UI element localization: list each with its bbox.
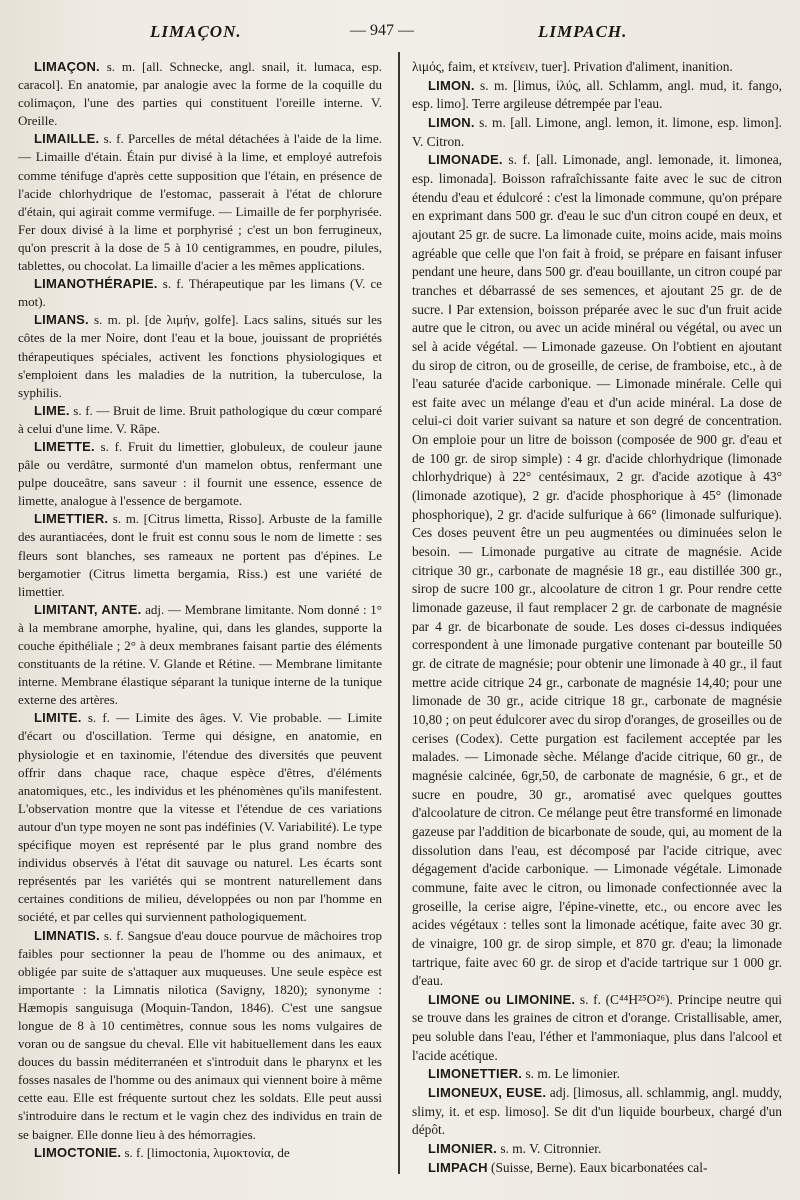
dictionary-entry: [18, 1144, 382, 1162]
running-head: [0, 22, 800, 52]
entry-definition: s. f. Sangsue d'eau douce pourvue de mâchoires trop faibles pour sectionner la peau de l'homme ou des animaux, et obligée par suite de s'attaquer aux muqueuses. Une seule espèce est importante : la Limnatis nilotica (Savigny, 1820); synonyme : Hæmopis sanguisuga (Moquin-Tandon, 1846). C'est une sangsue longue de 8 à 10 centimètres, connue sous les noms vulgaires de voran ou de sangsue du cheval. Elle vit habituellement dans les eaux douces du bassin méditerranéen et s'introduit dans le pharynx et les fosses nasales de l'homme ou des animaux qui viennent boire à même cette eau. Elle est fréquente surtout chez les soldats. Elle peut aussi s'introduire dans le rectum et le vagin chez des individus en train de se baigner. Elle donne lieu à des hémorragies.: [18, 927, 382, 1142]
dictionary-entry: [412, 114, 782, 151]
dictionary-entry: [18, 402, 382, 438]
dictionary-entry: [18, 510, 382, 600]
entry-definition: adj. — Membrane limitante. Nom donné : 1° à la membrane amorphe, hyaline, qui, dans les glandes, supporte la couche épithéliale ; 2° à deux membranes faisant partie des éléments constituants de la rétine. V. Glande et Rétine. — Membrane limitante interne. Membrane élastique séparant la tunique interne de la tunique externe des artères.: [18, 601, 382, 708]
page-number: — 947 —: [350, 22, 414, 39]
dictionary-entry: [18, 275, 382, 311]
dictionary-entry: [18, 438, 382, 510]
entry-definition: s. f. [limoctonia, λιμοκτονία, de: [121, 1144, 290, 1160]
entry-headword: LIMAÇON.: [34, 59, 100, 74]
entry-definition: λιμός, faim, et κτείνειν, tuer]. Privation d'aliment, inanition.: [412, 59, 733, 74]
running-head-left: LIMAÇON.: [150, 22, 242, 41]
entry-headword: LIMONIER.: [428, 1141, 497, 1157]
entry-definition: s. m. [limus, ἰλύς, all. Schlamm, angl. mud, it. fango, esp. limo]. Terre argileuse détrempée par l'eau.: [412, 77, 782, 112]
entry-definition: s. f. (C⁴⁴H²⁵O²⁶). Principe neutre qui se trouve dans les graines de citron et d'orange. Cristallisable, amer, peu soluble dans l'eau, l'éther et l'ammoniaque, plus dans l'alcool et l'acide acétique.: [412, 991, 782, 1063]
entry-headword: LIMETTIER.: [34, 511, 109, 527]
entry-headword: LIMANS.: [34, 312, 89, 328]
dictionary-entry: [412, 1159, 782, 1178]
entry-headword: LIMON.: [428, 114, 475, 130]
entry-headword: LIMONETTIER.: [428, 1066, 523, 1082]
entry-definition: s. f. Parcelles de métal détachées à l'aide de la lime. — Limaille d'étain. Étain pur divisé à la lime, et employé autrefois comme ténifuge d'après cette supposition que l'étain, en présence de l'acide chlorhydrique de l'estomac, passerait à l'état de chlorure d'étain, qui agirait comme vermifuge. — Limaille de fer porphyrisée. Fer doux divisé à la lime et porphyrisé ; c'est un bon ferrugineux, qu'on prescrit à la dose de 5 à 10 centigrammes, en poudre, pilules, tablettes, ou chocolat. La limaille d'acier a les mêmes applications.: [18, 131, 382, 274]
dictionary-entry: [18, 130, 382, 275]
dictionary-entry: [18, 58, 382, 130]
dictionary-entry: [18, 709, 382, 926]
entry-headword: LIMOCTONIE.: [34, 1144, 122, 1160]
running-head-right: LIMPACH.: [538, 22, 628, 41]
right-column: [412, 58, 782, 1177]
entry-definition: s. f. — Limite des âges. V. Vie probable. — Limite d'écart ou d'oscillation. Terme qui désigne, en anatomie, en physiologie et en taxinomie, l'étendue des diversités que peuvent offrir dans chaque race, chaque espèce d'êtres, d'éléments anatomiques, etc., les individus et les phénomènes qu'ils manifestent. L'observation montre que la vitesse et l'étendue de ces variations autour d'un type moyen ne sont pas indéfinies (V. Variabilité). Le type spécifique moyen est représenté par le plus grand nombre des individus observés à l'état dit sauvage ou naturel. Les écarts sont représentés par les variétés qui se montrent naturellement dans certaines conditions de milieu, développées ou non par l'homme en société, et par celles qui surviennent pathologiquement.: [18, 710, 382, 925]
entry-headword: LIMITANT, ANTE.: [34, 601, 142, 617]
entry-definition: s. f. Thérapeutique par les limans (V. ce mot).: [18, 276, 382, 310]
entry-definition: s. m. [Citrus limetta, Risso]. Arbuste de la famille des aurantiacées, dont le fruit est connu sous le nom de limette : ses fleurs sont blanches, ses rameaux ne portent pas d'épines. Le bergamotier (Citrus limetta bergamia, Riss.) est une variété de limettier.: [18, 511, 382, 599]
left-column: [18, 58, 382, 1162]
dictionary-entry: [412, 1084, 782, 1140]
entry-headword: LIMPACH: [428, 1159, 488, 1175]
dictionary-entry: [18, 311, 382, 401]
entry-headword: LIMONEUX, EUSE.: [428, 1085, 547, 1101]
entry-headword: LIMITE.: [34, 710, 82, 726]
entry-definition: s. m. [all. Schnecke, angl. snail, it. lumaca, esp. caracol]. En anatomie, par analogie avec la forme de la coquille du colimaçon, l'une des parties qui constituent l'oreille interne. V. Oreille.: [18, 59, 382, 129]
entry-definition: s. f. [all. Limonade, angl. lemonade, it. limonea, esp. limonada]. Boisson rafraîchissante faite avec le suc de citron étendu d'eau et édulcoré : c'est la limonade commune, qu'on prépare en exprimant dans 500 gr. d'eau le suc d'un citron coupé en deux, et ajoutant 25 gr. de sucre. La limonade cuite, moins acide, mais moins agréable que celle que l'on fait à froid, se prépare en faisant infuser pendant une heure, dans 500 gr. d'eau bouillante, un citron coupé par tranches et débarrassé de ses semences, et ajoutant 25 gr. de de sucre. ‖ Par extension, boisson préparée avec le suc d'un fruit acide autre que le citron, ou avec un acide minéral ou végétal, ou avec un sel à acide végétal. — Limonade gazeuse. On l'obtient en ajoutant du sirop de citron, ou de groseille, de cerise, de framboise, etc., à de l'eau saturée d'acide carbonique. — Limonade minérale. Celle qui est faite avec un mélange d'eau et d'un acide minéral. La dose de celui-ci doit varier suivant sa nature et son degré de concentration. On emploie pour un litre de boisson (composée de 900 gr. d'eau et de 100 gr. de sirop simple) : 4 gr. d'acide chlorhydrique (limonade chlorhydrique) à 22° centésimaux, 2 gr. d'acide azotique à 43° (limonade azotique), 2 gr. d'acide phosphorique à 45° (limonade phosphorique), 2 gr. d'acide sulfurique à 66° (limonade sulfurique). Ces doses peuvent être un peu augmentées ou diminuées selon le besoin. — Limonade purgative au citrate de magnésie. Acide citrique 30 gr., carbonate de magnésie 18 gr., eau distillée 300 gr., sirop de sucre 100 gr., alcoolature de citron 1 gr. Pour rendre cette limonade gazeuse, il faut remplacer 2 gr. de carbonate de magnésie par 4 gr. de bicarbonate de soude. Les doses ci-dessus indiquées correspondent à une limonade purgative contenant par bouteille 50 gr. de citrate de magnésie; pour obtenir une limonade à 40 gr., il faut mettre acide citrique 24 gr., carbonate de magnésie 14,40; pour une limonade de 30 gr., acide citrique 18 gr., carbonate de magnésie 10,80 ; on peut édulcorer avec du sirop d'oranges, de groseilles ou de cerises (Codex). Cette purgation est facilement acceptée par les malades. — Limonade sèche. Mélange d'acide citrique, 60 gr., de magnésie calcinée, 6gr,50, de carbonate de magnésie, 6 gr., et de sucre en poudre, 30 gr., aromatisé avec quelques gouttes d'alcoolature de citron. Ce mélange peut être transformé en limonade gazeuse par l'addition de bicarbonate de soude, qui, au moment de la dissolution dans l'eau, est décomposé par l'acide citrique, avec dégagement d'acide carbonique. — Limonade végétale. Limonade commune, faite avec le citron, ou limonade confectionnée avec la groseille, la cerise aigre, l'épine-vinette, etc., ou encore avec les acides végétaux : telles sont la limonade acétique, faite avec 30 gr. de vinaigre, 100 gr. de sirop simple, et 870 gr. d'eau; la limonade tartrique, faite avec 60 gr. de sirop et d'acide tartrique sur 1 000 gr. d'eau.: [412, 152, 782, 989]
entry-definition: s. m. Le limonier.: [522, 1066, 620, 1082]
dictionary-entry: [18, 601, 382, 710]
entry-headword: LIMANOTHÉRAPIE.: [34, 276, 158, 292]
dictionary-entry: [412, 151, 782, 991]
dictionary-entry: [412, 77, 782, 114]
entry-headword: LIMONE ou LIMONINE.: [428, 991, 576, 1007]
entry-definition: s. m. pl. [de λιμήν, golfe]. Lacs salins, situés sur les côtes de la mer Noire, dont l'eau et la boue, jouissant de propriétés thérapeutiques spéciales, activent les fonctions physiologiques et s'emploient dans les maladies de la nutrition, la tuberculose, la syphilis.: [18, 312, 382, 400]
dictionary-entry: [412, 58, 782, 77]
entry-definition: s. m. V. Citronnier.: [496, 1141, 602, 1157]
entry-headword: LIMAILLE.: [34, 131, 100, 147]
entry-headword: LIMETTE.: [34, 438, 95, 454]
entry-definition: s. m. [all. Limone, angl. lemon, it. limone, esp. limon]. V. Citron.: [412, 114, 782, 149]
dictionary-entry: [18, 927, 382, 1144]
entry-definition: (Suisse, Berne). Eaux bicarbonatées cal-: [487, 1159, 708, 1175]
dictionary-entry: [412, 1140, 782, 1159]
entry-definition: s. f. Fruit du limettier, globuleux, de couleur jaune pâle ou verdâtre, surmonté d'un mamelon obtus, renfermant une pulpe douceâtre, sans saveur : il fournit une essence, essence de limette, analogue à l'essence de bergamote.: [18, 438, 382, 509]
entry-headword: LIMONADE.: [428, 152, 503, 168]
entry-headword: LIMNATIS.: [34, 927, 100, 943]
dictionary-entry: [412, 1065, 782, 1084]
entry-definition: s. f. — Bruit de lime. Bruit pathologique du cœur comparé à celui d'une lime. V. Râpe.: [18, 402, 382, 436]
entry-definition: adj. [limosus, all. schlammig, angl. muddy, slimy, it. et esp. limoso]. Se dit d'un liquide bourbeux, chargé d'un dépôt.: [412, 1085, 782, 1138]
column-divider: [398, 52, 400, 1174]
entry-headword: LIMON.: [428, 77, 475, 93]
dictionary-entry: [412, 991, 782, 1066]
entry-headword: LIME.: [34, 402, 70, 418]
